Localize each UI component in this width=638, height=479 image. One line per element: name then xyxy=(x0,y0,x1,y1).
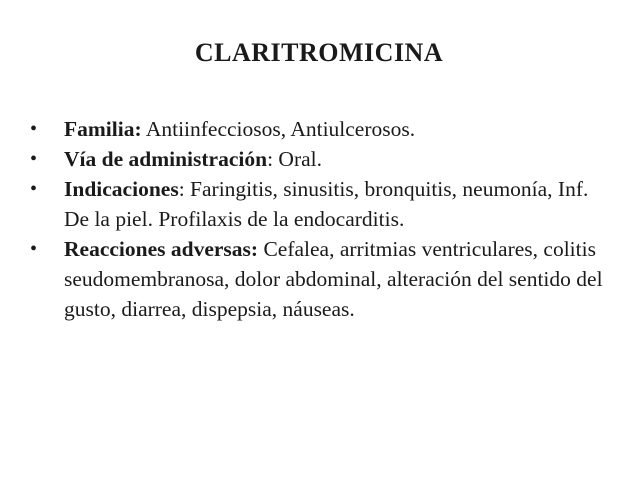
bullet-reacciones-adversas xyxy=(28,234,608,324)
bullet-term: Vía de administración xyxy=(64,147,268,171)
bullet-term: Familia: xyxy=(64,117,142,141)
bullet-dot-icon: • xyxy=(30,238,38,260)
bullet-term: Indicaciones xyxy=(64,177,179,201)
bullet-dot-icon: • xyxy=(30,118,38,140)
bullet-text: Cefalea, arritmias ventriculares, colitis seudomembranosa, dolor abdominal, alteración del sentido del gusto, diarrea, dispepsia, náuseas. xyxy=(64,237,603,321)
bullet-via-administracion xyxy=(28,144,608,174)
bullet-term: Reacciones adversas: xyxy=(64,237,259,261)
bullet-familia xyxy=(28,114,608,144)
bullet-text: : Faringitis, sinusitis, bronquitis, neumonía, Inf. De la piel. Profilaxis de la endocarditis. xyxy=(64,177,589,231)
bullet-dot-icon: • xyxy=(30,178,38,200)
bullet-text: Antiinfecciosos, Antiulcerosos. xyxy=(141,117,416,141)
bullet-text: : Oral. xyxy=(267,147,323,171)
bullet-indicaciones xyxy=(28,174,608,234)
bullet-dot-icon: • xyxy=(30,148,38,170)
bullet-list xyxy=(28,114,608,324)
slide-title: CLARITROMICINA xyxy=(194,38,444,67)
